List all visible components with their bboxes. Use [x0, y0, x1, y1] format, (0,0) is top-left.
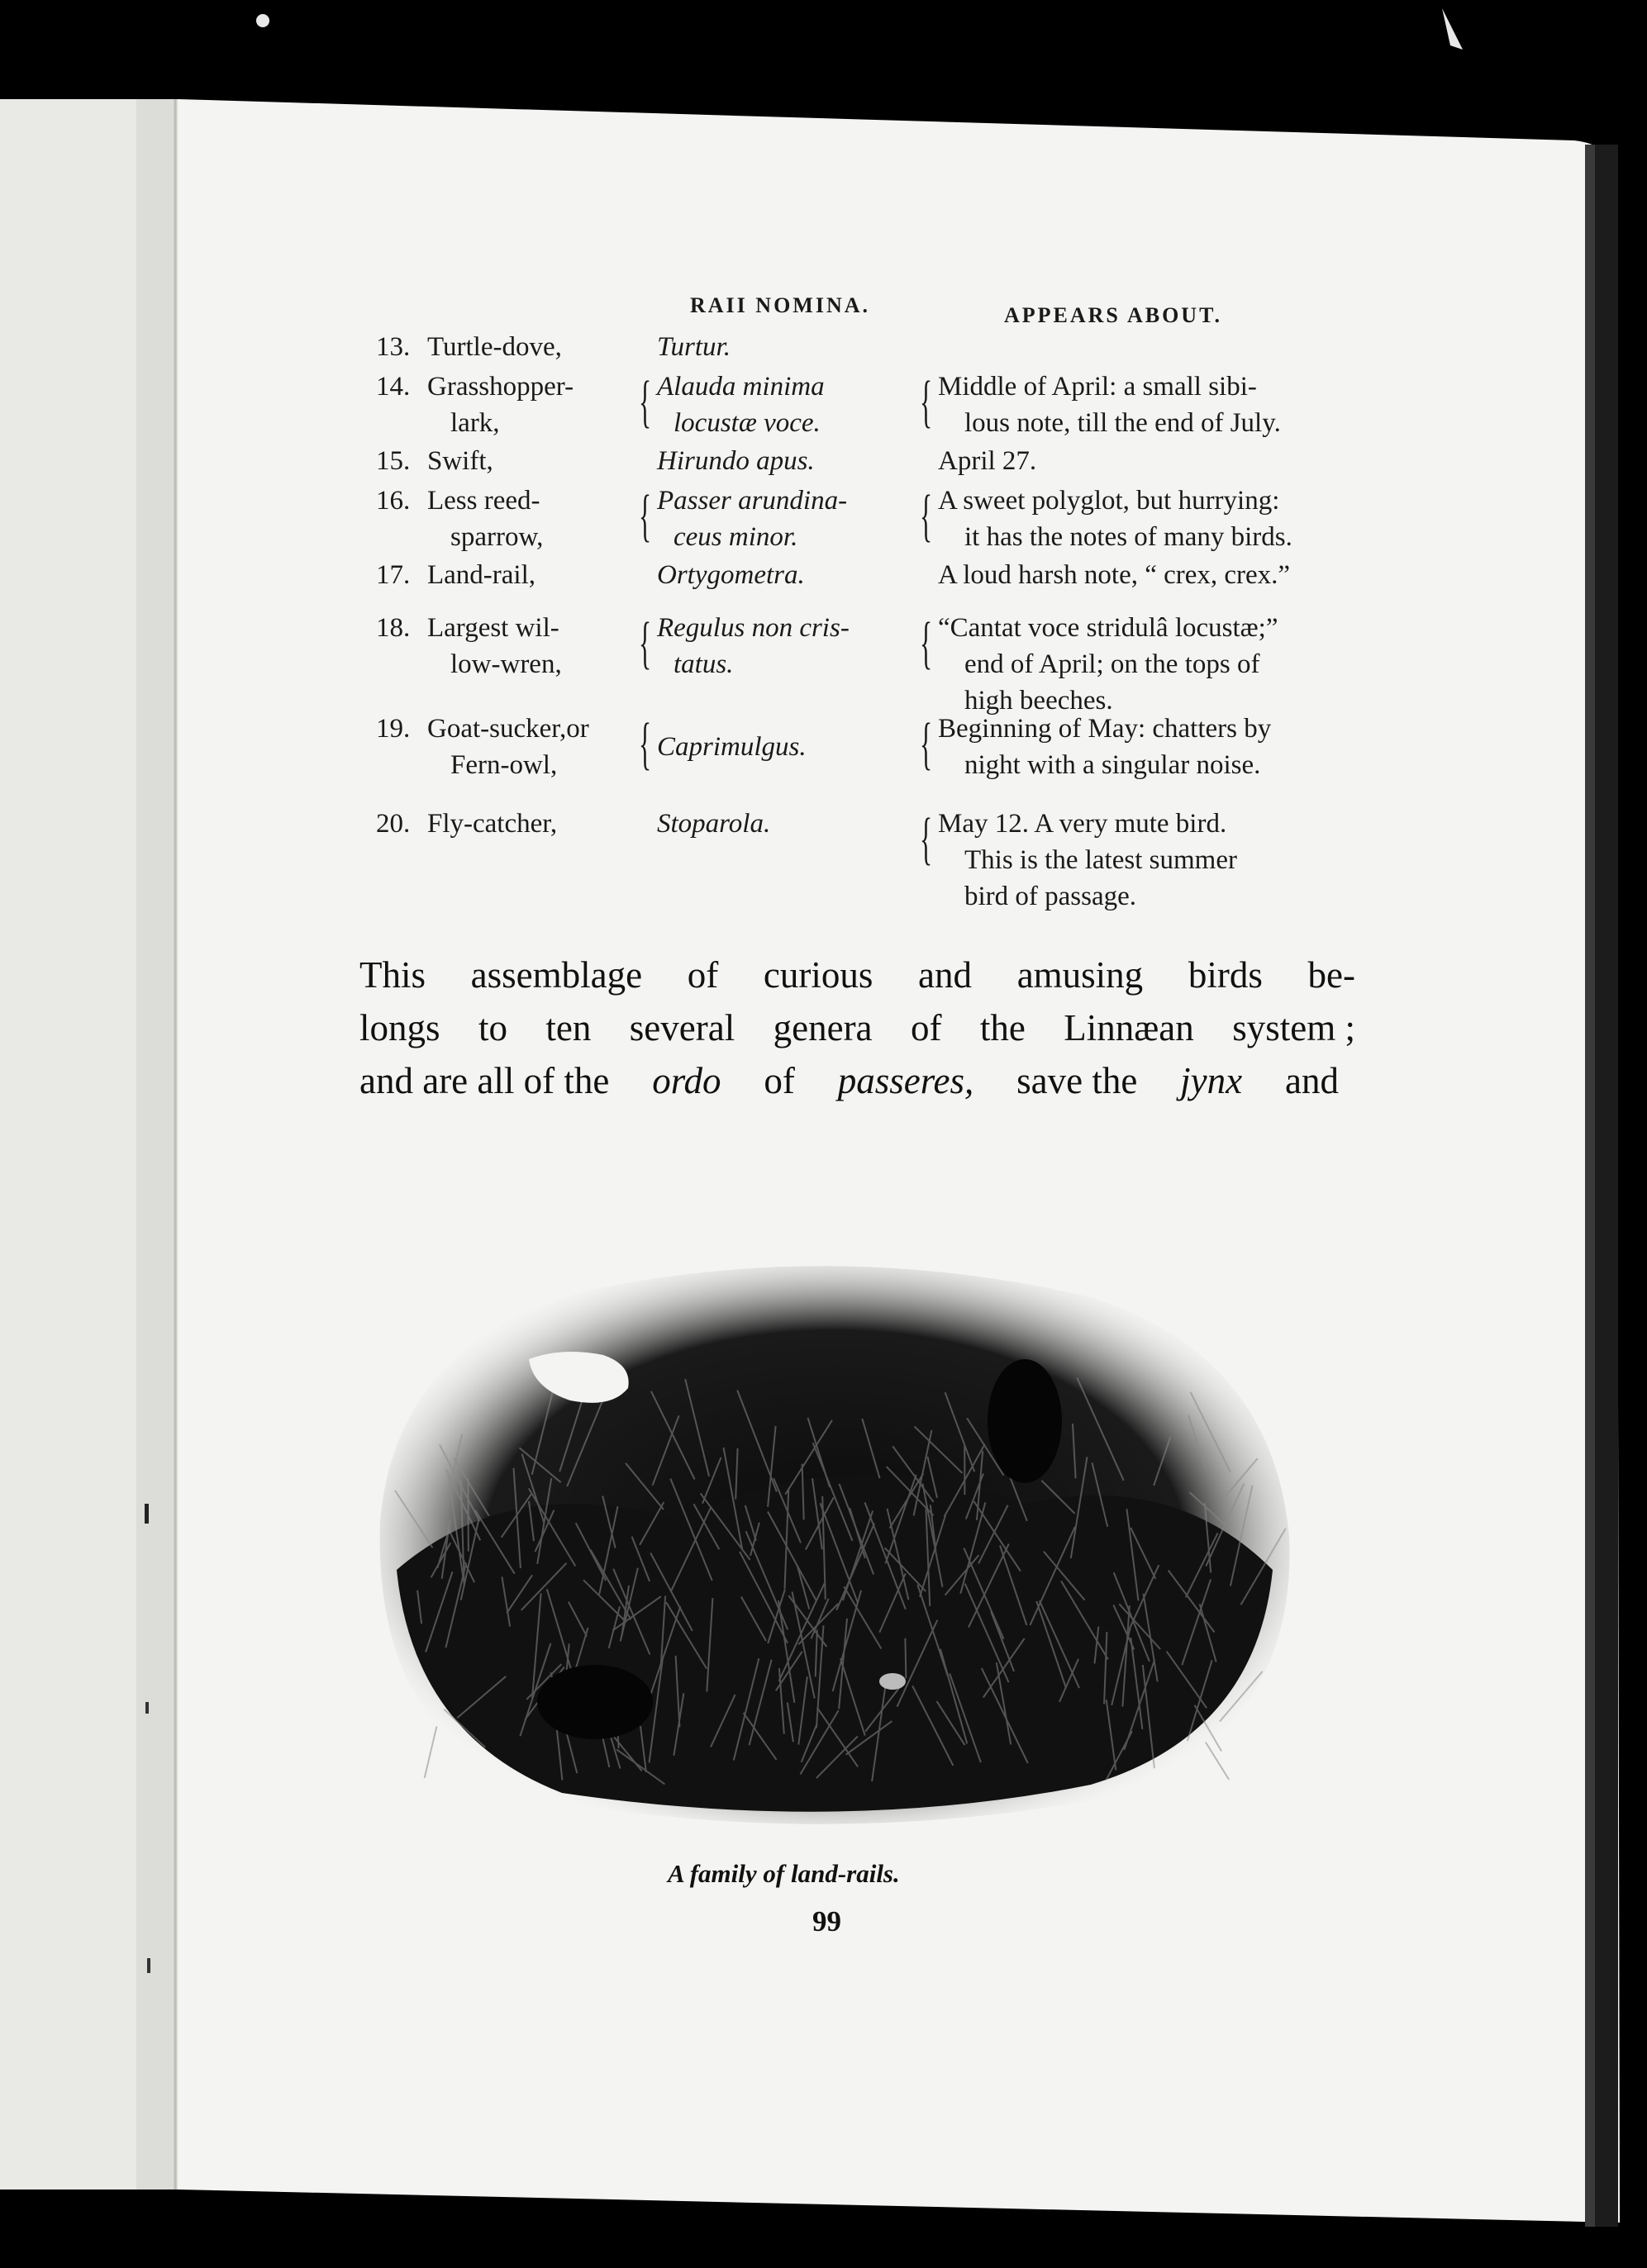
appears-about-text: Beginning of May: chatters by: [938, 714, 1272, 744]
row-number: 15.: [376, 446, 411, 476]
page-number: 99: [812, 1905, 841, 1938]
latin-name: ceus minor.: [674, 522, 798, 552]
row-number: 17.: [376, 560, 411, 590]
latin-name: Turtur.: [657, 332, 731, 362]
paragraph-word: longs: [359, 1007, 440, 1048]
appears-about-text: lous note, till the end of July.: [964, 408, 1281, 438]
paragraph-word: be-: [1307, 954, 1355, 996]
brace-glyph: {: [920, 484, 933, 548]
row-number: 18.: [376, 613, 411, 643]
paragraph-word: This: [359, 954, 426, 996]
latin-name: Ortygometra.: [657, 560, 805, 590]
english-name: Fern-owl,: [450, 750, 558, 780]
english-name: Grasshopper-: [427, 372, 574, 402]
paragraph-word: amusing: [1016, 954, 1144, 996]
brace-glyph: {: [639, 484, 652, 548]
appears-about-text: April 27.: [938, 446, 1037, 476]
latin-name: Passer arundina-: [657, 486, 848, 516]
body-paragraph: [359, 949, 1355, 1107]
brace-glyph: {: [639, 611, 652, 675]
paragraph-word: system ;: [1232, 1007, 1355, 1048]
brace-glyph: {: [920, 807, 933, 871]
paragraph-word: genera: [773, 1007, 873, 1048]
row-number: 14.: [376, 372, 411, 402]
english-name: Less reed-: [427, 486, 540, 516]
line3-part2: of: [754, 1060, 805, 1101]
line3-part1: and are all of the: [359, 1060, 619, 1101]
appears-about-text: A loud harsh note, “ crex, crex.”: [938, 560, 1291, 590]
english-name: Land-rail,: [427, 560, 536, 590]
paragraph-word: to: [478, 1007, 507, 1048]
header-appears-about: APPEARS ABOUT.: [1004, 303, 1222, 327]
paragraph-line-3: [359, 1054, 1339, 1107]
appears-about-text: night with a singular noise.: [964, 750, 1261, 780]
appears-about-text: high beeches.: [964, 686, 1113, 716]
passeres-term: passeres,: [837, 1060, 974, 1101]
english-name: lark,: [450, 408, 500, 438]
paragraph-word: assemblage: [470, 954, 643, 996]
land-rails-illustration: [347, 1223, 1322, 1834]
jynx-term: jynx: [1180, 1060, 1243, 1101]
illustration-caption: A family of land-rails.: [668, 1859, 900, 1888]
brace-glyph: {: [639, 712, 652, 776]
paragraph-line-1: [359, 949, 1355, 1001]
appears-about-text: A sweet polyglot, but hurrying:: [938, 486, 1280, 516]
english-name: Turtle-dove,: [427, 332, 562, 362]
latin-name: Alauda minima: [657, 372, 825, 402]
english-name: Largest wil-: [427, 613, 559, 643]
english-name: Fly-catcher,: [427, 809, 558, 839]
paragraph-word: of: [687, 954, 719, 996]
appears-about-text: “Cantat voce stridulâ locustæ;”: [938, 613, 1278, 643]
line3-part4: and: [1275, 1060, 1339, 1101]
row-number: 13.: [376, 332, 411, 362]
paragraph-line-2: [359, 1001, 1355, 1054]
appears-about-text: Middle of April: a small sibi-: [938, 372, 1257, 402]
paragraph-word: Linnæan: [1064, 1007, 1194, 1048]
bird-silhouette-2: [537, 1665, 653, 1739]
paragraph-word: birds: [1188, 954, 1263, 996]
latin-name: locustæ voce.: [674, 408, 821, 438]
latin-name: Regulus non cris-: [657, 613, 850, 643]
appears-about-text: it has the notes of many birds.: [964, 522, 1292, 552]
latin-name: tatus.: [674, 649, 734, 679]
header-latin-names: RAII NOMINA.: [690, 293, 870, 317]
line3-part3: save the: [1007, 1060, 1147, 1101]
latin-name: Stoparola.: [657, 809, 771, 839]
brace-glyph: {: [920, 370, 933, 434]
paragraph-word: the: [979, 1007, 1026, 1048]
row-number: 19.: [376, 714, 411, 744]
row-number: 20.: [376, 809, 411, 839]
brace-glyph: {: [639, 370, 652, 434]
brace-glyph: {: [920, 712, 933, 776]
paragraph-word: and: [918, 954, 973, 996]
latin-name: Hirundo apus.: [657, 446, 815, 476]
english-name: sparrow,: [450, 522, 544, 552]
appears-about-text: bird of passage.: [964, 882, 1137, 911]
brace-glyph: {: [920, 611, 933, 675]
appears-about-text: May 12. A very mute bird.: [938, 809, 1227, 839]
english-name: Goat-sucker,or: [427, 714, 589, 744]
paragraph-word: curious: [763, 954, 873, 996]
appears-about-text: end of April; on the tops of: [964, 649, 1260, 679]
right-page: [178, 99, 1620, 2223]
paragraph-word: of: [910, 1007, 942, 1048]
ordo-term: ordo: [652, 1060, 721, 1101]
latin-name: Caprimulgus.: [657, 732, 807, 762]
english-name: Swift,: [427, 446, 493, 476]
appears-about-text: This is the latest summer: [964, 845, 1237, 875]
paragraph-word: ten: [545, 1007, 592, 1048]
english-name: low-wren,: [450, 649, 562, 679]
paragraph-word: several: [629, 1007, 735, 1048]
row-number: 16.: [376, 486, 411, 516]
bird-silhouette: [988, 1359, 1062, 1483]
